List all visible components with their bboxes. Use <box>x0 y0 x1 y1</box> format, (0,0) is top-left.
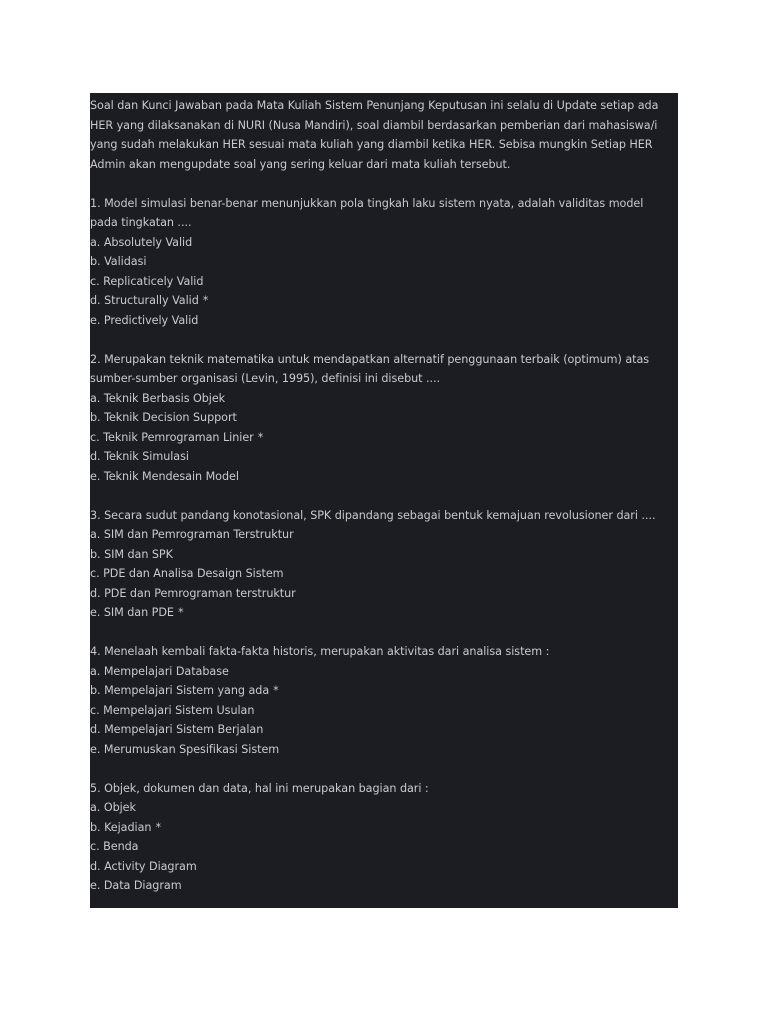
option <box>90 876 678 896</box>
question-4 <box>90 642 678 759</box>
option-text: d. PDE dan Pemrograman terstruktur <box>90 586 296 600</box>
option <box>90 408 678 428</box>
option <box>90 525 678 545</box>
option-text: a. Teknik Berbasis Objek <box>90 391 226 405</box>
option-text: d. Teknik Simulasi <box>90 450 189 463</box>
correct-answer-marker-icon: * <box>177 606 184 619</box>
spacer <box>90 759 678 779</box>
option <box>90 857 678 877</box>
option <box>90 564 678 584</box>
correct-answer-marker-icon: * <box>202 294 209 307</box>
option-text: d. Mempelajari Sistem Berjalan <box>90 723 264 736</box>
option-correct <box>90 603 678 623</box>
option-text: e. Predictively Valid <box>90 313 199 327</box>
option-text: a. Absolutely Valid <box>90 235 193 249</box>
option <box>90 389 678 409</box>
option <box>90 837 678 857</box>
option <box>90 545 678 565</box>
option-text: d. Structurally Valid <box>90 294 199 307</box>
correct-answer-marker-icon: * <box>155 820 161 834</box>
question-2 <box>90 350 678 487</box>
spacer <box>90 623 678 643</box>
option-text: c. Mempelajari Sistem Usulan <box>90 703 255 717</box>
intro-paragraph <box>90 96 678 174</box>
question-1 <box>90 194 678 331</box>
option-correct <box>90 681 678 701</box>
intro-line: Admin akan mengupdate soal yang sering keluar dari mata kuliah tersebut. <box>90 157 511 171</box>
option-text: b. Kejadian <box>90 820 152 834</box>
option-text: c. PDE dan Analisa Desaign Sistem <box>90 567 284 580</box>
intro-line: Soal dan Kunci Jawaban pada Mata Kuliah Sistem Penunjang Keputusan ini selalu di Update setiap ada <box>90 99 659 112</box>
option <box>90 252 678 272</box>
question-text: 3. Secara sudut pandang konotasional, SPK dipandang sebagai bentuk kemajuan revolusioner dari .... <box>90 508 656 522</box>
correct-answer-marker-icon: * <box>257 430 264 444</box>
option-text: b. Mempelajari Sistem yang ada <box>90 684 270 697</box>
option-text: e. SIM dan PDE <box>90 606 174 619</box>
intro-line: HER yang dilaksanakan di NURI (Nusa Mandiri), soal diambil berdasarkan pemberian dari mahasiswa/i <box>90 118 658 132</box>
option-text: a. Objek <box>90 801 136 814</box>
correct-answer-marker-icon: * <box>273 684 279 697</box>
option-correct <box>90 428 678 448</box>
option-correct <box>90 818 678 838</box>
option-text: d. Activity Diagram <box>90 859 197 873</box>
question-text: 4. Menelaah kembali fakta-fakta historis, merupakan aktivitas dari analisa sistem : <box>90 645 550 658</box>
intro-line: yang sudah melakukan HER sesuai mata kuliah yang diambil ketika HER. Sebisa mungkin Setiap HER <box>90 138 653 151</box>
option-text: c. Teknik Pemrograman Linier <box>90 430 254 444</box>
option <box>90 447 678 467</box>
option-text: e. Merumuskan Spesifikasi Sistem <box>90 742 280 756</box>
option <box>90 233 678 253</box>
question-text: 1. Model simulasi benar-benar menunjukkan pola tingkah laku sistem nyata, adalah validitas model <box>90 196 644 210</box>
question-text: pada tingkatan .... <box>90 216 192 229</box>
option-text: c. Benda <box>90 840 139 853</box>
option-text: a. SIM dan Pemrograman Terstruktur <box>90 528 294 541</box>
question-text: sumber-sumber organisasi (Levin, 1995), definisi ini disebut .... <box>90 372 441 385</box>
question-3 <box>90 506 678 623</box>
option-text: c. Replicaticely Valid <box>90 274 204 288</box>
option <box>90 311 678 331</box>
question-text: 2. Merupakan teknik matematika untuk mendapatkan alternatif penggunaan terbaik (optimum) atas <box>90 352 650 366</box>
spacer <box>90 330 678 350</box>
document-page <box>90 93 678 908</box>
option-text: a. Mempelajari Database <box>90 664 229 678</box>
option-correct <box>90 291 678 311</box>
option-text: b. SIM dan SPK <box>90 547 173 561</box>
spacer <box>90 174 678 194</box>
option <box>90 584 678 604</box>
option <box>90 720 678 740</box>
option <box>90 467 678 487</box>
option-text: e. Teknik Mendesain Model <box>90 469 239 483</box>
option-text: b. Teknik Decision Support <box>90 411 237 424</box>
option <box>90 740 678 760</box>
spacer <box>90 486 678 506</box>
question-5 <box>90 779 678 896</box>
question-text: 5. Objek, dokumen dan data, hal ini merupakan bagian dari : <box>90 781 429 795</box>
option <box>90 798 678 818</box>
option <box>90 662 678 682</box>
option-text: e. Data Diagram <box>90 879 182 892</box>
option <box>90 272 678 292</box>
option <box>90 701 678 721</box>
option-text: b. Validasi <box>90 255 147 268</box>
